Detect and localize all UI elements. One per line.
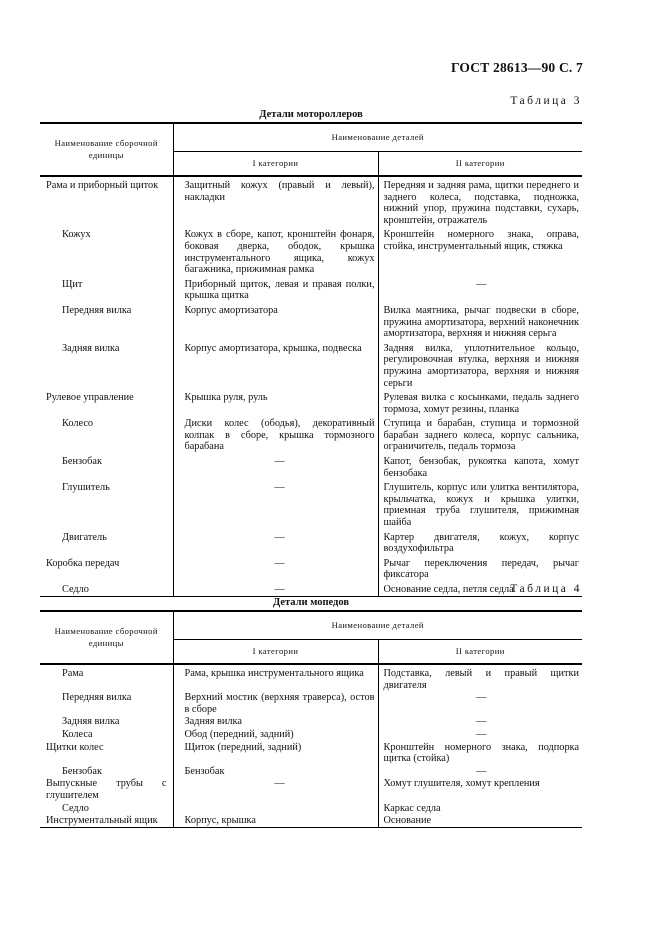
- category-2-cell: Основание седла, петля седла: [378, 581, 582, 596]
- unit-cell: Седло: [40, 581, 173, 596]
- unit-cell: Щитки колес: [46, 741, 104, 753]
- table-row: [40, 802, 582, 815]
- category-1-cell: Кожух в сборе, капот, кронштейн фонаря, боковая дверка, ободок, крышка инструментального ящика, кожух багажника, прижимная рамка: [173, 226, 378, 275]
- unit-cell: Рама и приборный щиток: [46, 180, 159, 191]
- category-1-cell: Щиток (передний, задний): [173, 741, 378, 765]
- category-1-cell: Корпус амортизатора, крышка, подвеска: [173, 340, 378, 389]
- category-2-cell: Подставка, левый и правый щитки двигателя: [383, 668, 580, 691]
- category-1-cell: —: [173, 777, 378, 801]
- unit-cell: Щит: [62, 278, 83, 290]
- unit-cell: Седло: [62, 802, 89, 814]
- table-row: [40, 741, 582, 765]
- category-1-cell: Корпус амортизатора: [173, 302, 378, 340]
- category-2-cell: Кронштейн номерного знака, оправа, стойка, инструментальный ящик, стяжка: [383, 229, 580, 252]
- table-row: [40, 664, 582, 691]
- category-1-cell: —: [173, 581, 378, 596]
- table-row: [40, 226, 582, 275]
- table-row: [40, 415, 582, 453]
- category-2-cell: —: [476, 692, 487, 704]
- category-2-cell: Задняя вилка, уплотнительное кольцо, регулировочная втулка, верхняя и нижняя пружина амортизатора, верхняя и нижняя серьги: [383, 342, 580, 389]
- category-2-cell: Капот, бензобак, рукоятка капота, хомут бензобака: [383, 456, 580, 479]
- table-row: [40, 302, 582, 340]
- table-row: [40, 389, 582, 415]
- unit-cell: Передняя вилка: [62, 692, 132, 704]
- column-header-parts: Наименование деталей: [173, 611, 582, 640]
- unit-cell: Задняя вилка: [62, 342, 120, 354]
- category-2-cell: —: [476, 728, 487, 740]
- column-header-unit: Наименование сборочной единицы: [40, 611, 173, 664]
- unit-cell: Колеса: [62, 728, 93, 740]
- table-row: [40, 765, 582, 778]
- table-row: [40, 276, 582, 302]
- table-row: [40, 715, 582, 728]
- unit-cell: Бензобак: [62, 456, 102, 468]
- unit-cell: Рулевое управление: [46, 392, 134, 404]
- category-1-cell: [173, 802, 378, 815]
- category-2-cell: Вилка маятника, рычаг подвески в сборе, пружина амортизатора, верхний наконечник амортизатора, верхняя и нижняя серьга: [383, 304, 580, 340]
- unit-cell: Колесо: [62, 418, 94, 430]
- category-2-cell: Ступица и барабан, ступица и тормозной барабан заднего колеса, корпус сальника, ограничитель, педаль тормоза: [383, 418, 580, 453]
- column-header-parts: Наименование деталей: [173, 123, 582, 152]
- column-header-category-2: II категории: [378, 152, 582, 177]
- column-header-category-1: I категории: [173, 640, 378, 665]
- category-1-cell: Диски колес (ободья), декоративный колпак в сборе, крышка тормозного барабана: [173, 415, 378, 453]
- category-1-cell: —: [173, 529, 378, 555]
- unit-cell: Рама: [62, 668, 84, 679]
- table-4-body: [40, 664, 582, 827]
- table-4-title: Детали мопедов: [272, 597, 349, 608]
- category-2-cell: —: [476, 716, 487, 728]
- category-1-cell: —: [173, 479, 378, 528]
- table-row: [40, 555, 582, 581]
- category-1-cell: Обод (передний, задний): [173, 728, 378, 741]
- document-header: ГОСТ 28613—90 С. 7: [450, 60, 583, 75]
- category-1-cell: Рама, крышка инструментального ящика: [173, 664, 378, 691]
- column-header-category-1: I категории: [173, 152, 378, 177]
- unit-cell: Глушитель: [62, 482, 110, 494]
- table-row: [40, 176, 582, 226]
- unit-cell: Двигатель: [62, 531, 107, 543]
- table-row: [40, 340, 582, 389]
- table-4-block: [40, 583, 582, 828]
- table-row: [40, 728, 582, 741]
- category-2-cell: Основание: [378, 814, 582, 827]
- unit-cell: Передняя вилка: [62, 304, 132, 316]
- category-2-cell: Кронштейн номерного знака, подпорка щитка (стойка): [383, 741, 580, 765]
- table-row: [40, 691, 582, 715]
- category-2-cell: Глушитель, корпус или улитка вентилятора, крыльчатка, кожух и крышка улитки, приемная труба глушителя, прижимная шайба: [383, 482, 580, 529]
- category-2-cell: Картер двигателя, кожух, корпус воздухофильтра: [383, 531, 580, 555]
- unit-cell: Выпускные трубы с глушителем: [46, 778, 167, 801]
- category-1-cell: Защитный кожух (правый и левый), накладки: [173, 176, 378, 226]
- category-1-cell: Верхний мостик (верхняя траверса), остов в сборе: [173, 691, 378, 715]
- table-4-label: Таблица 4: [510, 583, 582, 595]
- table-row: [40, 479, 582, 528]
- table-3-label: Таблица 3: [510, 95, 582, 107]
- table-3-title: Детали мотороллеров: [259, 109, 363, 120]
- column-header-category-2: II категории: [378, 640, 582, 665]
- category-2-cell: Передняя и задняя рама, щитки переднего и заднего колеса, подставка, подножка, нижний упор, пружина подставки, сухарь, кронштейн, отражатель: [383, 180, 580, 226]
- category-2-cell: —: [476, 765, 487, 777]
- category-1-cell: Приборный щиток, левая и правая полки, крышка щитка: [173, 276, 378, 302]
- category-1-cell: Корпус, крышка: [173, 814, 378, 827]
- category-2-cell: Хомут глушителя, хомут крепления: [383, 778, 540, 790]
- unit-cell: Бензобак: [62, 765, 102, 777]
- unit-cell: Кожух: [62, 229, 91, 241]
- unit-cell: Задняя вилка: [62, 716, 120, 728]
- category-1-cell: —: [173, 555, 378, 581]
- table-4: [40, 610, 582, 828]
- table-row: [40, 529, 582, 555]
- category-2-cell: Каркас седла: [383, 802, 441, 814]
- table-row: [40, 453, 582, 479]
- table-3-body: [40, 176, 582, 596]
- category-1-cell: Задняя вилка: [173, 715, 378, 728]
- table-row: [40, 777, 582, 801]
- table-row: [40, 814, 582, 827]
- category-1-cell: —: [173, 453, 378, 479]
- category-2-cell: Рычаг переключения передач, рычаг фиксатора: [383, 557, 580, 581]
- table-3-block: [40, 95, 582, 597]
- column-header-unit: Наименование сборочной единицы: [40, 123, 173, 176]
- category-1-cell: Крышка руля, руль: [173, 389, 378, 415]
- unit-cell: Инструментальный ящик: [40, 814, 173, 827]
- category-2-cell: —: [476, 278, 487, 290]
- unit-cell: Коробка передач: [46, 557, 120, 569]
- category-2-cell: Рулевая вилка с косынками, педаль заднего тормоза, хомут резины, планка: [383, 392, 580, 415]
- category-1-cell: Бензобак: [173, 765, 378, 778]
- table-3: [40, 122, 582, 597]
